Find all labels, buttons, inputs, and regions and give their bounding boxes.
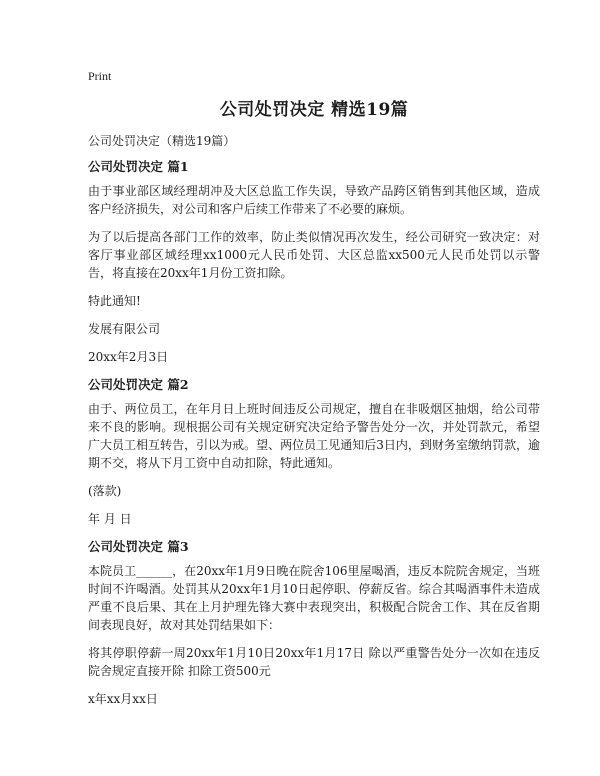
section-heading: 公司处罚决定 篇1	[88, 159, 189, 174]
paragraph: (落款)	[88, 484, 122, 498]
section-1	[88, 158, 540, 366]
paragraph: 由于事业部区域经理胡冲及大区总监工作失误，导致产品跨区销售到其他区域，造成客户经济损失，对公司和客户后续工作带来了不必要的麻烦。	[88, 184, 540, 216]
paragraph-date: 20xx年2月3日	[88, 350, 169, 364]
paragraph: 特此通知!	[88, 294, 141, 308]
section-heading: 公司处罚决定 篇3	[88, 539, 189, 554]
document-title: 公司处罚决定 精选19篇	[219, 100, 409, 120]
paragraph: 本院员工______，在20xx年1月9日晚在院舍106里屋喝酒，违反本院院舍规定，当班时间不许喝酒。处罚其从20xx年1月10日起停职、停薪反省。综合其喝酒事件未造成严重不良后果、其在上月护理先锋大赛中表现突出，积极配合院舍工作、其在反省期间表现良好，故对其处罚结果如下：	[88, 564, 540, 632]
paragraph: 将其停职停薪一周20xx年1月10日20xx年1月17日 除以严重警告处分一次如在违反院舍规定直接开除 扣除工资500元	[88, 646, 540, 678]
paragraph: 为了以后提高各部门工作的效率，防止类似情况再次发生，经公司研究一致决定：对客厅事业部区域经理xx1000元人民币处罚、大区总监xx500元人民币处罚以示警告，将直接在20xx年1月份工资扣除。	[88, 230, 540, 280]
paragraph-date: 年 月 日	[88, 512, 132, 526]
section-3	[88, 538, 540, 708]
section-heading: 公司处罚决定 篇2	[88, 377, 189, 392]
document-subtitle: 公司处罚决定（精选19篇）	[88, 134, 236, 148]
section-2	[88, 376, 540, 528]
paragraph-date: x年xx月xx日	[88, 692, 158, 706]
print-label: Print	[88, 69, 112, 83]
paragraph: 由于、两位员工，在年月日上班时间违反公司规定，擅自在非吸烟区抽烟，给公司带来不良的影响。现根据公司有关规定研究决定给予警告处分一次，并处罚款元，希望广大员工相互转告，引以为戒。望、两位员工见通知后3日内，到财务室缴纳罚款，逾期不交，将从下月工资中自动扣除，特此通知。	[88, 402, 540, 470]
paragraph: 发展有限公司	[88, 322, 161, 336]
